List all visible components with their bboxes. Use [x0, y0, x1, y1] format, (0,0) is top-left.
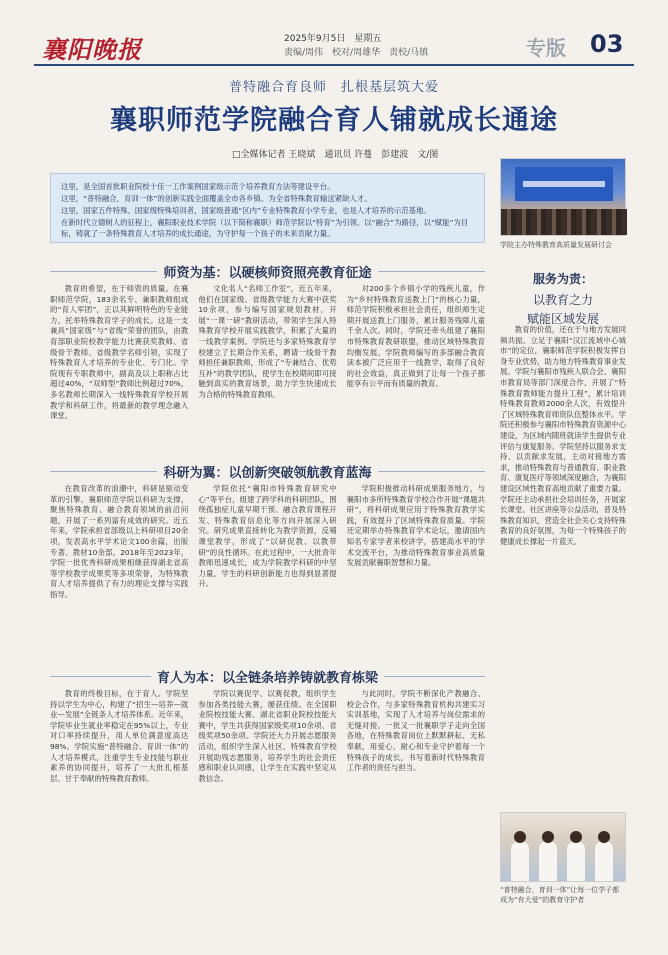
newspaper-logo: 襄阳晚报 [42, 35, 142, 64]
lead-paragraph: 这里，“普特融合，育训一体”的创新实践全面覆盖全市各乡镇、为全省特殊教育输送紧缺人才。 [61, 194, 372, 203]
student-figure [567, 841, 585, 881]
sidebar-subtitle: 以教育之力 [532, 293, 593, 307]
lead-box [50, 173, 485, 243]
body-paragraph: 文化名人“名师工作室”，近五年来，他们在国家级、省级教学能力大赛中获奖10余项，参与编写国家规划教材，开展“一课一研”教研活动，带领学生深入特殊教育学校开展实践教学，积累了大量的一线教学案例。学院还与多家特殊教育学校建立了长期合作关系，聘请一线骨干教师担任兼职教师，形成了“专兼结合、优势互补”的教学团队，使学生在校期间即可接触到真实的教育场景，助力学生快速成长为合格的特殊教育教师。 [198, 284, 337, 399]
conference-photo [500, 158, 626, 236]
students-photo [500, 812, 626, 882]
audience [501, 209, 627, 235]
body-paragraph: 在教育改革的浪潮中，科研是驱动变革的引擎。襄职师范学院以科研为支撑，聚焦特殊教育、融合教育领域的前沿问题，开展了一系列富有成效的研究。近五年来，学院承担省部级以上科研项目20余项，发表高水平学术论文100余篇，出版专著、教材10余部。2018年至2023年，学院一批优秀科研成果相继获得湖北省高等学校教学成果奖等多项荣誉，为特殊教育人才培养提供了有力的理论支撑与实践指导。 [50, 484, 189, 599]
body-paragraph: 学院依托“襄阳市特殊教育研究中心”等平台，组建了跨学科的科研团队，围绕孤独症儿童早期干预、融合教育课程开发、特殊教育信息化等方向开展深入研究。研究成果直接转化为教学资源，反哺课堂教学，形成了“以研促教、以教带研”的良性循环。在此过程中，一大批青年教师迅速成长，成为学院教学科研的中坚力量，学生的科研创新能力也得到显著提升。 [198, 484, 337, 589]
student-head [514, 831, 526, 843]
section-heading [50, 262, 485, 280]
body-paragraph: 学院以赛促学、以赛促教，组织学生参加各类技能大赛，屡获佳绩。在全国职业院校技能大赛、湖北省职业院校技能大赛中，学生共获得国家级奖项10余项、省级奖项50余项。学院还大力开展志愿服务活动，组织学生深入社区、特殊教育学校开展助残志愿服务，培养学生的社会责任感和职业认同感，让学生在实践中坚定从教信念。 [198, 689, 337, 783]
section-title: 科研为翼：以创新突破领航教育蓝海 [157, 466, 377, 481]
section-title: 育人为本：以全链条培养铸就教育栋梁 [151, 671, 384, 686]
section-title: 师资为基：以硬核师资照亮教育征途 [157, 266, 377, 281]
body-paragraph: 与此同时，学院不断深化产教融合、校企合作，与多家特殊教育机构共建实习实训基地，实现了人才培养与岗位需求的无缝对接。一批又一批襄职学子走向全国各地，在特殊教育岗位上默默耕耘、无私奉献，用爱心、耐心和专业守护着每一个特殊孩子的成长，书写着新时代特殊教育工作者的责任与担当。 [346, 689, 485, 773]
photo-caption: 学院主办特殊教育高质量发展研讨会 [500, 241, 612, 249]
student-figure [539, 841, 557, 881]
lead-paragraph: 这里，是全国首批职业院校十佳一工作案例国家级示范个培养教育方法等建设平台。 [61, 182, 335, 191]
lead-paragraph: 在新时代立德树人的征程上，襄阳职业技术学院（以下简称襄职）师范学院以“特育”为引领、以“融合”为路径，以“赋能”为目标，铸就了一条特殊教育人才培养的成长通途，为守护每一个孩子的未来贡献力量。 [61, 218, 469, 238]
student-head [598, 831, 610, 843]
lead-paragraph: 这里，国家五件特殊、国家级特殊培训者，国家级普通“区内”专业特殊教育小学专业，也是人才培养的示范基地。 [61, 206, 431, 215]
sidebar-heading [500, 270, 626, 327]
photo-caption: “普特融合，育训一体”让每一位学子都成为“有大爱”的教育守护者 [500, 886, 620, 904]
student-head [542, 831, 554, 843]
section-body [50, 484, 485, 654]
body-paragraph: 学院积极推动科研成果服务地方，与襄阳市多所特殊教育学校合作开展“课题共研”，将科研成果应用于特殊教育教学实践，有效提升了区域特殊教育质量。学院还定期举办特殊教育学术论坛，邀请国内知名专家学者来校讲学，搭建高水平的学术交流平台，为推动特殊教育事业高质量发展贡献襄职智慧和力量。 [346, 484, 485, 568]
student-figure [511, 841, 529, 881]
section-body [50, 689, 485, 925]
masthead-divider [34, 64, 634, 66]
section-name: 专版 [526, 36, 566, 60]
body-paragraph: 对200多个乡镇小学的残疾儿童，作为“乡村特殊教育送教上门”的核心力量，师范学院积极承担社会责任，组织师生定期开展送教上门服务，累计服务残障儿童千余人次。同时，学院还牵头组建了襄阳市特殊教育教研联盟，推动区域特殊教育均衡发展。学院教师编写的多部融合教育读本被广泛应用于一线教学，取得了良好的社会效益，真正做到了让每一个孩子都能享有公平而有质量的教育。 [346, 284, 485, 389]
section-body [50, 284, 485, 452]
issue-info [284, 32, 428, 60]
stage-screen [515, 167, 613, 201]
masthead [34, 30, 634, 64]
issue-editors: 责编/周伟 校对/周雄华 责校/马镇 [284, 48, 429, 58]
body-paragraph: 教育的希望，在于师资的质量。在襄职师范学院，183余名专、兼职教师组成的“育人军团”，正以其鲜明特色的专业能力，托举特殊教育学子的成长。这是一支兼具“国家级”与“省级”荣誉的团队，由教育部职业院校教学能力比赛获奖教师、省级骨干教师、省级教学名师引领，实现了特殊教育人才培养的专业化、专门化。学院现有专职教师中，副高及以上职称占比超过40%，“双师型”教师比例超过70%，多名教师长期深入一线特殊教育学校开展教学和科研工作，将最新的教学理念融入课堂。 [50, 284, 189, 421]
body-paragraph: 教育的终极目标，在于育人。学院坚持以学生为中心，构建了“招生—培养—就业—发展”全链条人才培养体系。近年来，学院毕业生就业率稳定在95%以上，专业对口率持续提升，用人单位满意度高达98%。学院实施“普特融合、育训一体”的人才培养模式，注重学生专业技能与职业素养的协同提升，培养了一大批扎根基层、甘于奉献的特殊教育教师。 [50, 689, 189, 783]
article-byline: □全媒体记者 王晓斌 通讯员 许蔓 彭建波 文/图 [232, 150, 439, 160]
article-kicker: 普特融合育良师 扎根基层筑大爱 [228, 80, 439, 95]
student-head [570, 831, 582, 843]
section-heading [50, 667, 485, 685]
issue-date: 2025年9月5日 星期五 [284, 34, 382, 44]
section-heading [50, 462, 485, 480]
body-paragraph: 教育的价值，还在于与地方发展同频共振。立足于襄阳“汉江流域中心城市”的定位，襄职师范学院积极发挥自身专业优势，助力地方特殊教育事业发展。学院与襄阳市残疾人联合会、襄阳市教育局等部门深度合作，开展了“特殊教育教师能力提升工程”，累计培训特殊教育教师2000余人次，有效提升了区域特殊教育师资队伍整体水平。学院还积极参与襄阳市特殊教育资源中心建设，为区域内随班就读学生提供专业评估与康复服务。学院坚持以服务求支持、以贡献求发展，主动对接地方需求，推动特殊教育与普通教育、职业教育、康复医疗等领域深度融合，为襄阳建设区域性教育高地贡献了重要力量。学院还主动承担社会培训任务，开展家长课堂、社区讲座等公益活动，普及特殊教育知识，营造全社会关心支持特殊教育的良好氛围，为每一个特殊孩子的健康成长撑起一片蓝天。 [500, 325, 626, 546]
sidebar-title: 服务为责： [532, 272, 593, 286]
sidebar-body [500, 325, 626, 807]
student-figure [595, 841, 613, 881]
page-number: 03 [590, 30, 624, 58]
sidebar-subtitle: 赋能区域发展 [526, 312, 599, 326]
article-headline: 襄职师范学院融合育人铺就成长通途 [110, 105, 558, 136]
